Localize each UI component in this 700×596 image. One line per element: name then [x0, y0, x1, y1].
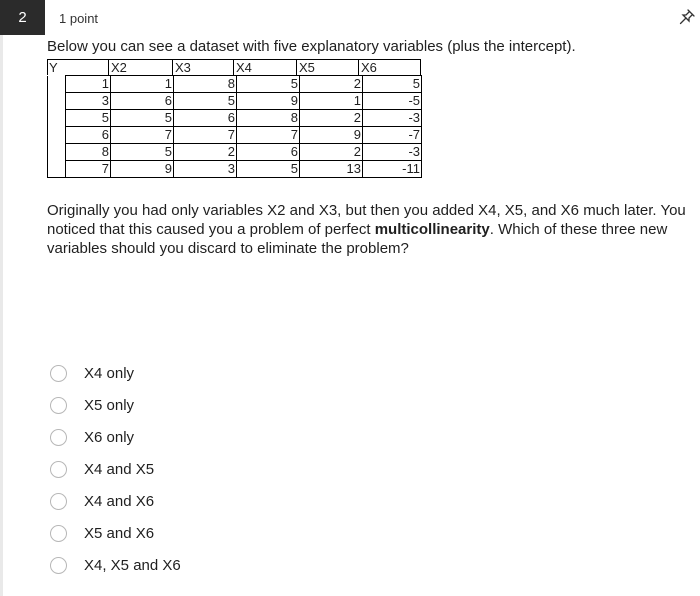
- table-row: [48, 144, 422, 161]
- table-row: [48, 127, 422, 144]
- option-label: X4 only: [84, 364, 135, 382]
- table-cell: 7: [237, 127, 300, 144]
- option-x6-only[interactable]: [47, 421, 181, 453]
- table-header-x3: X3: [172, 60, 191, 75]
- table-cell: -3: [363, 110, 422, 127]
- table-row: [48, 93, 422, 110]
- table-cell: 8: [66, 144, 111, 161]
- table-cell: -11: [363, 161, 422, 178]
- option-label: X6 only: [84, 428, 135, 446]
- table-cell: -3: [363, 144, 422, 161]
- table-header-x4: X4: [233, 60, 252, 75]
- question-body-emphasis: multicollinearity: [374, 221, 490, 238]
- radio-button[interactable]: [50, 365, 67, 382]
- left-border: [0, 35, 3, 596]
- table-cell: 5: [363, 76, 422, 93]
- option-label: X5 and X6: [84, 524, 155, 542]
- table-body: [47, 75, 422, 178]
- table-header-row: [47, 59, 421, 75]
- table-cell: 9: [300, 127, 363, 144]
- table-cell: 5: [174, 93, 237, 110]
- table-cell: 5: [111, 144, 174, 161]
- table-cell: 7: [66, 161, 111, 178]
- table-row: [48, 161, 422, 178]
- table-cell: 6: [174, 110, 237, 127]
- pin-icon[interactable]: [678, 8, 696, 26]
- table-cell: 8: [237, 110, 300, 127]
- table-header-x5: X5: [296, 60, 315, 75]
- question-intro: Below you can see a dataset with five explanatory variables (plus the intercept).: [47, 38, 576, 55]
- table-cell: 1: [300, 93, 363, 110]
- option-x4-only[interactable]: [47, 357, 181, 389]
- table-cell: 3: [174, 161, 237, 178]
- question-body: [47, 201, 692, 258]
- table-cell: -5: [363, 93, 422, 110]
- table-cell: 6: [111, 93, 174, 110]
- table-cell: 2: [300, 76, 363, 93]
- option-label: X4 and X6: [84, 492, 155, 510]
- option-x4-x5-and-x6[interactable]: [47, 549, 181, 581]
- table-cell: 3: [66, 93, 111, 110]
- table-cell: 5: [66, 110, 111, 127]
- table-cell: 6: [66, 127, 111, 144]
- radio-button[interactable]: [50, 493, 67, 510]
- table-row: [48, 110, 422, 127]
- option-x4-and-x6[interactable]: [47, 485, 181, 517]
- table-cell: 1: [66, 76, 111, 93]
- table-cell: 6: [237, 144, 300, 161]
- answer-options: [47, 357, 181, 581]
- option-x5-and-x6[interactable]: [47, 517, 181, 549]
- radio-button[interactable]: [50, 461, 67, 478]
- table-cell: 5: [237, 76, 300, 93]
- option-label: X4 and X5: [84, 460, 155, 478]
- question-body-start: Originally you had only variables X2 and X3, but then you added X4, X5, and X6 much later. You noticed that this caused you a problem of perfect: [47, 202, 686, 238]
- option-label: X4, X5 and X6: [84, 556, 181, 574]
- table-header-x2: X2: [108, 60, 127, 75]
- table-row: [48, 76, 422, 93]
- table-cell: 13: [300, 161, 363, 178]
- table-cell: 2: [174, 144, 237, 161]
- question-number: 2: [18, 9, 27, 26]
- table-header-y: Y: [49, 60, 58, 75]
- table-cell: 5: [237, 161, 300, 178]
- radio-button[interactable]: [50, 429, 67, 446]
- table-cell: 2: [300, 144, 363, 161]
- radio-button[interactable]: [50, 397, 67, 414]
- radio-button[interactable]: [50, 557, 67, 574]
- option-x5-only[interactable]: [47, 389, 181, 421]
- table-cell: 9: [111, 161, 174, 178]
- table-cell: 5: [111, 110, 174, 127]
- question-number-badge: [0, 0, 45, 35]
- table-cell: -7: [363, 127, 422, 144]
- table-cell: 7: [174, 127, 237, 144]
- table-cell: 7: [111, 127, 174, 144]
- table-cell: 9: [237, 93, 300, 110]
- option-label: X5 only: [84, 396, 135, 414]
- table-header-x6: X6: [358, 60, 377, 75]
- table-cell: 8: [174, 76, 237, 93]
- table-cell: 2: [300, 110, 363, 127]
- radio-button[interactable]: [50, 525, 67, 542]
- question-body-end: . Which of these three new variables should you discard to eliminate the problem?: [47, 221, 668, 257]
- question-points: 1 point: [59, 11, 99, 26]
- option-x4-and-x5[interactable]: [47, 453, 181, 485]
- table-cell: 1: [111, 76, 174, 93]
- dataset-table: [47, 59, 421, 178]
